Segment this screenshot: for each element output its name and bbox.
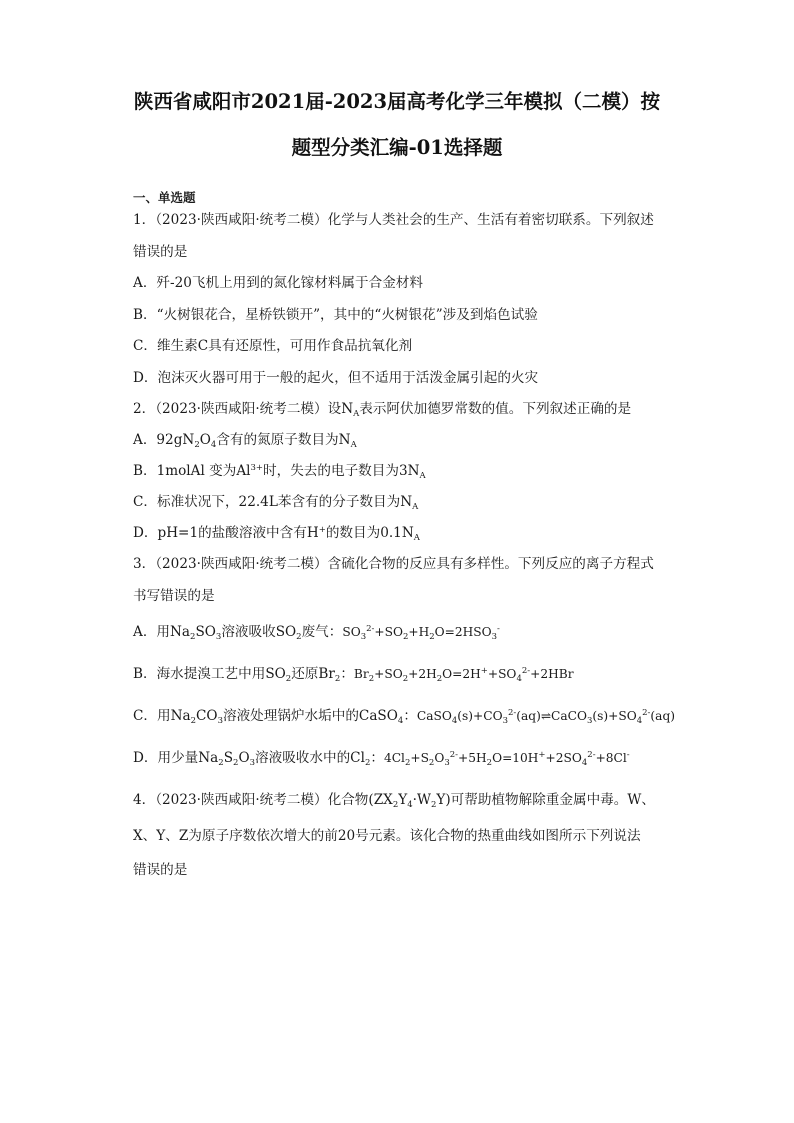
question-3-stem-line2: 书写错误的是 — [133, 588, 215, 604]
question-4-stem-line3: 错误的是 — [133, 862, 188, 878]
question-2-option-d: D．pH=1的盐酸溶液中含有H+的数目为$0.1N_A$ — [133, 525, 420, 543]
question-1-option-a: A．歼-20飞机上用到的氮化镓材料属于合金材料 — [133, 275, 423, 291]
question-1-option-d: D．泡沫灭火器可用于一般的起火，但不适用于活泼金属引起的火灾 — [133, 370, 539, 386]
equation-a: $SO_3^{2-}+SO_2+H_2O=2HSO_3^-$ — [342, 624, 500, 642]
question-1-option-b: B．“火树银花合，星桥铁锁开”，其中的“火树银花”涉及到焰色试验 — [133, 307, 538, 323]
question-4-stem-line1: 4．（2023·陕西咸阳·统考二模）化合物$(ZX_2Y_4\cdot W_2Y)$可帮助植物解除重金属中毒。W、 — [133, 792, 655, 810]
equation-d: $4Cl_2+S_2O_3^{2-}+5H_2O=10H^++2SO_4^{2-}+8Cl^-$ — [383, 750, 630, 768]
question-2-option-a: A．$92gN_2O_4$含有的氮原子数目为$N_A$ — [133, 432, 357, 450]
equation-b: $Br_2+SO_2+2H_2O=2H^++SO_4^{2-}+2HBr$ — [353, 666, 574, 684]
question-2-stem: 2．（2023·陕西咸阳·统考二模）设$N_A$表示阿伏加德罗常数的值。下列叙述正确的是 — [133, 401, 632, 419]
question-2-option-b: B．1molAl 变为$Al^{3+}$时，失去的电子数目为$3N_A$ — [133, 463, 426, 481]
question-3-option-a: A．用$Na_2SO_3$溶液吸收$SO_2$废气：$SO_3^{2-}+SO_2+H_2O=2HSO_3^-$ — [133, 624, 500, 642]
question-3-option-d: D．用少量$Na_2S_2O_3$溶液吸收水中的$Cl_2$：$4Cl_2+S_2O_3^{2-}+5H_2O=10H^++2SO_4^{2-}+8Cl^-$ — [133, 750, 630, 768]
question-3-option-b: B．海水提溴工艺中用$SO_2$还原$Br_2$：$Br_2+SO_2+2H_2O=2H^++SO_4^{2-}+2HBr$ — [133, 666, 574, 684]
question-3-option-c: C．用$Na_2CO_3$溶液处理锅炉水垢中的CaSO$_4$：$CaSO_4(s)+CO_3^{2-}(aq)\rightleftharpoons CaCO_3(s)+SO_4^{2-}(aq)$ — [133, 708, 675, 726]
document-title-line1: 陕西省咸阳市2021届-2023届高考化学三年模拟（二模）按 — [133, 90, 661, 113]
question-3-stem-line1: 3．（2023·陕西咸阳·统考二模）含硫化合物的反应具有多样性。下列反应的离子方程式 — [133, 556, 654, 572]
document-title-line2: 题型分类汇编-01选择题 — [291, 136, 503, 159]
question-2-option-c: C．标准状况下，22.4L苯含有的分子数目为$N_A$ — [133, 494, 419, 512]
question-1-option-c: C．维生素C具有还原性，可用作食品抗氧化剂 — [133, 338, 413, 354]
question-1-stem-line1: 1．（2023·陕西咸阳·统考二模）化学与人类社会的生产、生活有着密切联系。下列叙述 — [133, 212, 654, 228]
question-4-stem-line2: X、Y、Z为原子序数依次增大的前20号元素。该化合物的热重曲线如图所示下列说法 — [133, 828, 641, 844]
equation-c: $CaSO_4(s)+CO_3^{2-}(aq)\rightleftharpoons CaCO_3(s)+SO_4^{2-}(aq)$ — [416, 708, 675, 726]
section-heading: 一、单选题 — [133, 190, 196, 205]
question-1-stem-line2: 错误的是 — [133, 244, 188, 260]
